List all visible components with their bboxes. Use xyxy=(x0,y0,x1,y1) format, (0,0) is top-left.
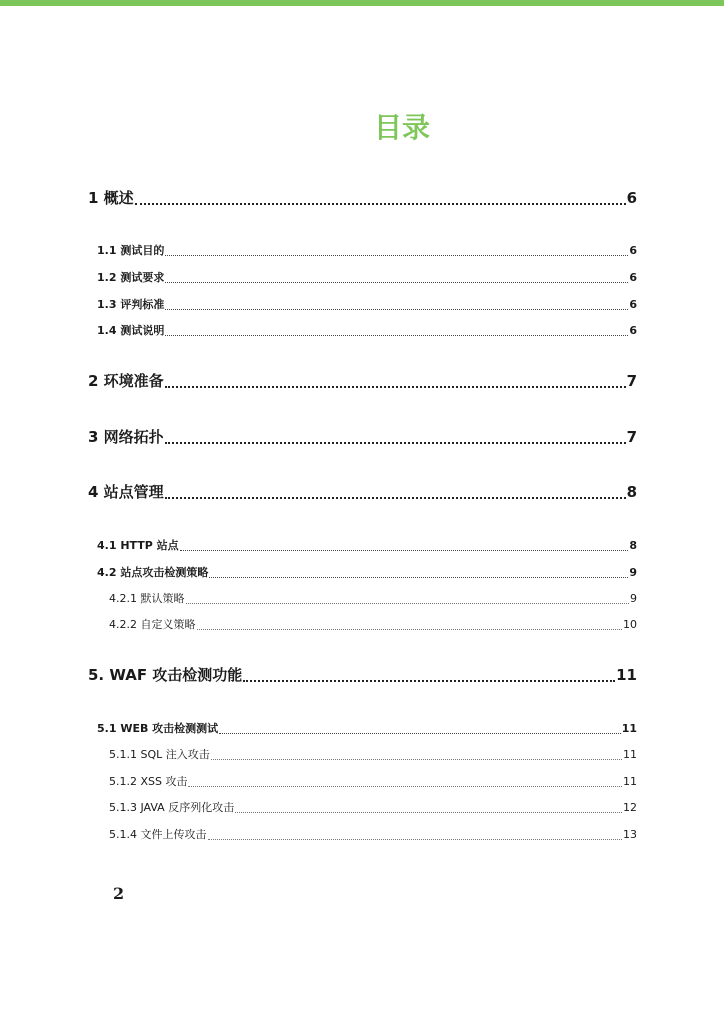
toc-entry-page: 8 xyxy=(629,539,637,552)
toc-leader-dots xyxy=(188,786,622,787)
toc-entry[interactable] xyxy=(97,720,637,736)
toc-entry-page: 8 xyxy=(626,483,637,501)
toc-entry[interactable] xyxy=(109,826,637,842)
toc-entry[interactable] xyxy=(97,296,637,312)
toc-entry-page: 7 xyxy=(626,372,637,390)
toc-entry[interactable] xyxy=(109,773,637,789)
toc-leader-dots xyxy=(165,386,626,388)
toc-entry[interactable] xyxy=(109,590,637,606)
toc-entry-page: 6 xyxy=(629,271,637,284)
toc-entry-label: 5.1.3 JAVA 反序列化攻击 xyxy=(109,801,235,814)
toc-entry-label: 4.1 HTTP 站点 xyxy=(97,539,179,552)
toc-leader-dots xyxy=(186,603,630,604)
toc-leader-dots xyxy=(165,282,628,283)
toc-entry[interactable] xyxy=(97,537,637,553)
toc-entry[interactable] xyxy=(88,187,637,208)
toc-entry-label: 3 网络拓扑 xyxy=(88,428,164,446)
toc-entry-label: 1 概述 xyxy=(88,189,134,207)
toc-entry-page: 6 xyxy=(629,244,637,257)
toc-entry-page: 6 xyxy=(626,189,637,207)
toc-entry[interactable] xyxy=(109,799,637,815)
toc-leader-dots xyxy=(243,680,615,682)
toc-entry[interactable] xyxy=(109,746,637,762)
toc-entry-page: 11 xyxy=(623,775,637,788)
toc-leader-dots xyxy=(165,255,628,256)
toc-entry-page: 11 xyxy=(623,748,637,761)
toc-leader-dots xyxy=(180,550,629,551)
toc-entry[interactable] xyxy=(109,616,637,632)
toc-entry-page: 9 xyxy=(630,592,637,605)
toc-entry-page: 9 xyxy=(629,566,637,579)
toc-entry-page: 7 xyxy=(626,428,637,446)
toc-leader-dots xyxy=(135,203,626,205)
toc-leader-dots xyxy=(209,577,628,578)
toc-leader-dots xyxy=(208,839,623,840)
toc-entry-label: 2 环境准备 xyxy=(88,372,164,390)
toc-entry-label: 5.1.1 SQL 注入攻击 xyxy=(109,748,210,761)
toc-entry-page: 10 xyxy=(623,618,637,631)
toc-entry-label: 5.1.4 文件上传攻击 xyxy=(109,828,207,841)
toc-entry-label: 1.2 测试要求 xyxy=(97,271,165,284)
toc-entry-page: 11 xyxy=(616,666,637,684)
toc-entry[interactable] xyxy=(97,269,637,285)
toc-leader-dots xyxy=(165,442,626,444)
toc-entry-label: 5.1 WEB 攻击检测测试 xyxy=(97,722,219,735)
toc-entry-label: 4.2.2 自定义策略 xyxy=(109,618,196,631)
toc-entry-page: 12 xyxy=(623,801,637,814)
toc-entry-page: 6 xyxy=(629,298,637,311)
toc-entry-page: 13 xyxy=(623,828,637,841)
toc-entry-label: 4.2.1 默认策略 xyxy=(109,592,185,605)
toc-entry-label: 1.1 测试目的 xyxy=(97,244,165,257)
toc-leader-dots xyxy=(165,335,628,336)
toc-leader-dots xyxy=(235,812,622,813)
toc-entry[interactable] xyxy=(88,426,637,447)
toc-leader-dots xyxy=(197,629,623,630)
toc-leader-dots xyxy=(219,733,621,734)
toc-entry-label: 5.1.2 XSS 攻击 xyxy=(109,775,188,788)
toc-entry[interactable] xyxy=(97,242,637,258)
toc-entry[interactable] xyxy=(97,322,637,338)
toc-entry-label: 5. WAF 攻击检测功能 xyxy=(88,666,243,684)
toc-leader-dots xyxy=(165,309,628,310)
toc-entry-page: 6 xyxy=(629,324,637,337)
toc-entry[interactable] xyxy=(88,481,637,502)
toc-entry-page: 11 xyxy=(621,722,637,735)
toc-entry[interactable] xyxy=(97,564,637,580)
toc-entry-label: 4 站点管理 xyxy=(88,483,164,501)
toc-entry[interactable] xyxy=(88,370,637,391)
toc-leader-dots xyxy=(211,759,622,760)
top-accent-bar xyxy=(0,0,724,6)
toc-leader-dots xyxy=(165,497,626,499)
toc-title: 目录 xyxy=(373,111,430,144)
toc-entry-label: 1.3 评判标准 xyxy=(97,298,165,311)
toc-entry[interactable] xyxy=(88,664,637,685)
toc-entry-label: 4.2 站点攻击检测策略 xyxy=(97,566,209,579)
page-number: 2 xyxy=(113,884,125,903)
toc-entry-label: 1.4 测试说明 xyxy=(97,324,165,337)
